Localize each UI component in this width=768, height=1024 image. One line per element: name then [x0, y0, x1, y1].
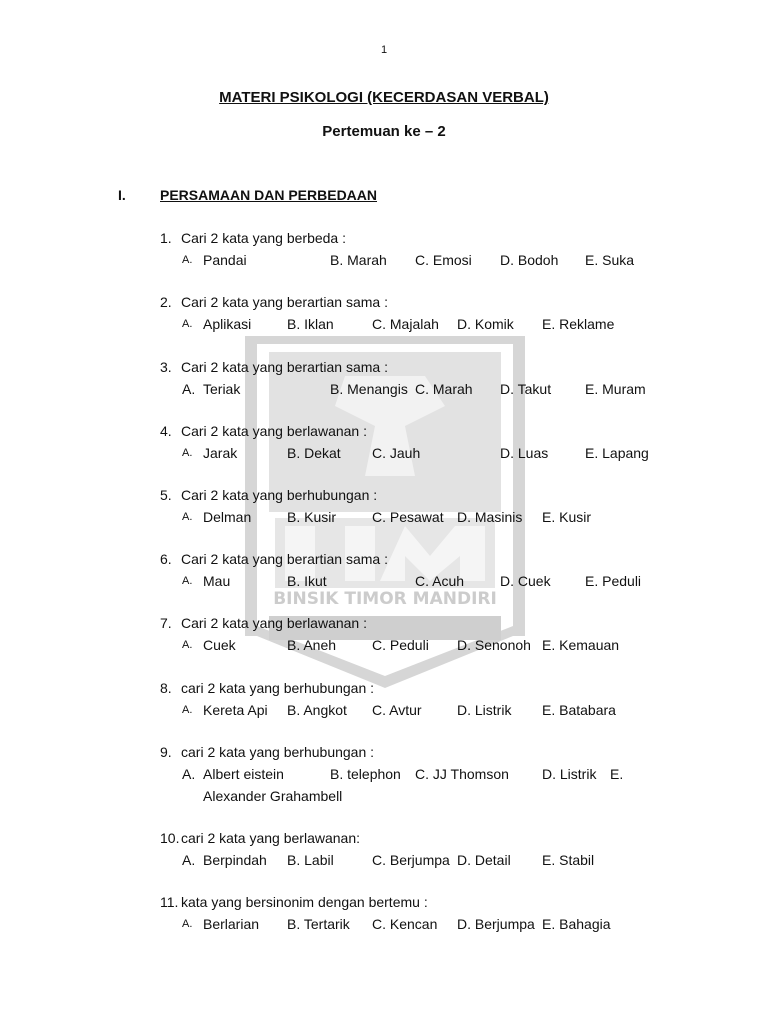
- option-a: Jarak: [203, 445, 238, 461]
- option-c: C. Berjumpa: [372, 852, 450, 868]
- question-text: Cari 2 kata yang berlawanan :: [181, 615, 367, 631]
- option-c: C. JJ Thomson: [415, 766, 509, 782]
- option-b: B. Aneh: [287, 637, 337, 653]
- option-c: C. Pesawat: [372, 509, 444, 525]
- question-9: [160, 741, 720, 804]
- option-c: C. Emosi: [415, 252, 472, 268]
- option-e-continuation: Alexander Grahambell: [203, 788, 343, 804]
- question-5: [160, 484, 720, 528]
- question-text: cari 2 kata yang berlawanan:: [181, 830, 360, 846]
- question-text: Cari 2 kata yang berhubungan :: [181, 487, 378, 503]
- question-number: 10.: [160, 830, 180, 846]
- question-text: cari 2 kata yang berhubungan :: [181, 744, 375, 760]
- option-a-label: A.: [182, 254, 193, 266]
- question-7: [160, 612, 720, 656]
- option-e: E. Reklame: [542, 316, 615, 332]
- document-title: [0, 89, 768, 106]
- option-d: D. Masinis: [457, 509, 523, 525]
- question-text: Cari 2 kata yang berartian sama :: [181, 551, 388, 567]
- option-a-label: A.: [182, 918, 193, 930]
- option-b: B. Angkot: [287, 702, 347, 718]
- option-a-label: A.: [182, 318, 193, 330]
- question-11: [160, 891, 720, 935]
- question-10: [160, 827, 720, 871]
- option-a: Kereta Api: [203, 702, 268, 718]
- watermark-text: BINSIK TIMOR MANDIRI: [273, 589, 497, 609]
- option-d: D. Detail: [457, 852, 511, 868]
- page-number: 1: [380, 44, 388, 56]
- option-d: D. Berjumpa: [457, 916, 535, 932]
- question-number: 11.: [160, 894, 179, 910]
- option-d: D. Luas: [500, 445, 549, 461]
- option-b: B. Menangis: [330, 381, 408, 397]
- option-d: D. Listrik: [542, 766, 597, 782]
- option-e: E. Kusir: [542, 509, 592, 525]
- option-c: C. Marah: [415, 381, 473, 397]
- option-b: B. Dekat: [287, 445, 341, 461]
- option-a: Berlarian: [203, 916, 260, 932]
- question-4: [160, 420, 720, 464]
- option-e: E. Peduli: [585, 573, 642, 589]
- option-a: Pandai: [203, 252, 247, 268]
- question-2: [160, 291, 720, 335]
- option-e: E. Suka: [585, 252, 635, 268]
- option-b: B. Marah: [330, 252, 387, 268]
- option-c: C. Jauh: [372, 445, 421, 461]
- option-b: B. Tertarik: [287, 916, 350, 932]
- option-a: Aplikasi: [203, 316, 252, 332]
- option-a: Delman: [203, 509, 252, 525]
- question-number: 9.: [160, 744, 172, 760]
- question-8: [160, 677, 720, 721]
- option-d: D. Senonoh: [457, 637, 531, 653]
- section-title: PERSAMAAN DAN PERBEDAAN: [160, 187, 378, 203]
- question-number: 8.: [160, 680, 172, 696]
- option-d: D. Komik: [457, 316, 514, 332]
- option-e: E. Lapang: [585, 445, 649, 461]
- question-text: Cari 2 kata yang berbeda :: [181, 230, 346, 246]
- option-a-label: A.: [182, 575, 193, 587]
- option-a-label: A.: [182, 447, 193, 459]
- question-text: kata yang bersinonim dengan bertemu :: [181, 894, 428, 910]
- option-b: B. Ikut: [287, 573, 327, 589]
- option-a: Cuek: [203, 637, 236, 653]
- option-b: B. Iklan: [287, 316, 334, 332]
- option-a: Mau: [203, 573, 231, 589]
- option-d: D. Listrik: [457, 702, 512, 718]
- question-number: 5.: [160, 487, 172, 503]
- option-e: E. Batabara: [542, 702, 616, 718]
- option-c: C. Kencan: [372, 916, 438, 932]
- section-number: I.: [118, 187, 126, 203]
- question-number: 6.: [160, 551, 172, 567]
- option-a-label: A.: [182, 852, 196, 868]
- option-c: C. Majalah: [372, 316, 439, 332]
- option-a-label: A.: [182, 766, 196, 782]
- option-a: Teriak: [203, 381, 241, 397]
- question-number: 7.: [160, 615, 172, 631]
- option-b: B. Labil: [287, 852, 334, 868]
- question-number: 2.: [160, 294, 172, 310]
- option-a-label: A.: [182, 381, 196, 397]
- option-a: Berpindah: [203, 852, 267, 868]
- document-title-text: MATERI PSIKOLOGI (KECERDASAN VERBAL): [219, 89, 549, 106]
- question-text: Cari 2 kata yang berartian sama :: [181, 359, 388, 375]
- option-a-label: A.: [182, 639, 193, 651]
- option-e: E. Kemauan: [542, 637, 620, 653]
- question-number: 3.: [160, 359, 172, 375]
- option-a: Albert eistein: [203, 766, 284, 782]
- option-e: E. Stabil: [542, 852, 595, 868]
- question-number: 1.: [160, 230, 172, 246]
- question-1: [160, 227, 720, 271]
- option-c: C. Avtur: [372, 702, 422, 718]
- option-a-label: A.: [182, 704, 193, 716]
- question-6: [160, 548, 720, 592]
- option-d: D. Takut: [500, 381, 552, 397]
- option-e: E. Muram: [585, 381, 646, 397]
- question-number: 4.: [160, 423, 172, 439]
- option-e: E.: [610, 766, 624, 782]
- option-c: C. Acuh: [415, 573, 465, 589]
- option-b: B. telephon: [330, 766, 401, 782]
- option-b: B. Kusir: [287, 509, 337, 525]
- question-text: Cari 2 kata yang berlawanan :: [181, 423, 367, 439]
- question-text: cari 2 kata yang berhubungan :: [181, 680, 375, 696]
- option-d: D. Cuek: [500, 573, 551, 589]
- option-c: C. Peduli: [372, 637, 429, 653]
- option-d: D. Bodoh: [500, 252, 559, 268]
- option-a-label: A.: [182, 511, 193, 523]
- option-e: E. Bahagia: [542, 916, 611, 932]
- document-subtitle: Pertemuan ke – 2: [322, 123, 446, 140]
- question-text: Cari 2 kata yang berartian sama :: [181, 294, 388, 310]
- question-3: [160, 356, 720, 400]
